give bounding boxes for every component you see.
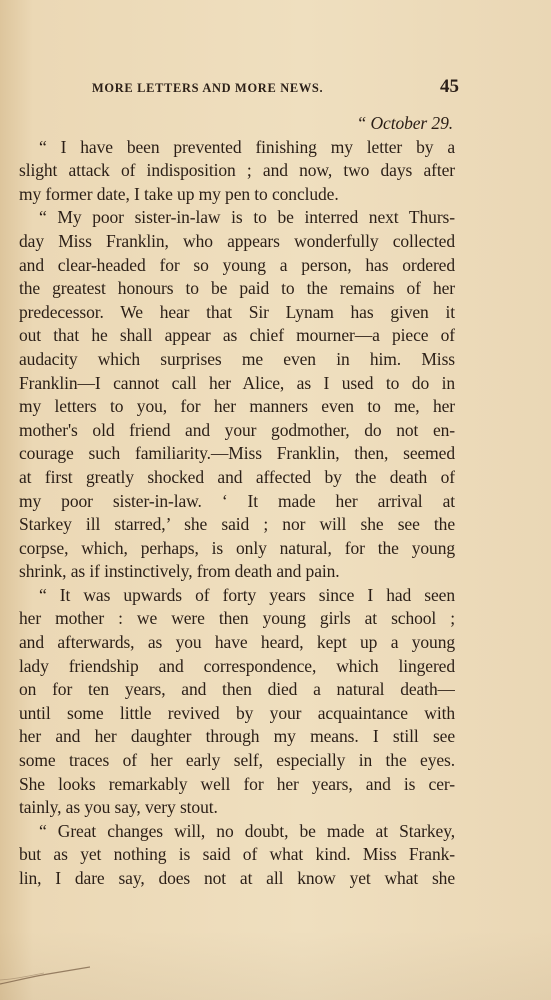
text-line: my former date, I take up my pen to conclude. (19, 183, 339, 204)
text-line: the greatest honours to be paid to the remains of her (19, 278, 455, 299)
text-line: but as yet nothing is said of what kind. Miss Frank- (19, 844, 455, 865)
text-line: shrink, as if instinctively, from death and pain. (19, 561, 340, 582)
text-line: my poor sister-in-law. ‘ It made her arrival at (19, 490, 455, 511)
text-line: courage such familiarity.—Miss Franklin, then, seemed (19, 443, 455, 464)
text-line: “ October 29. (356, 113, 453, 133)
text-line: Franklin—I cannot call her Alice, as I used to do in (19, 372, 455, 393)
text-line: “ My poor sister-in-law is to be interred next Thurs- (39, 207, 455, 228)
text-line: Starkey ill starred,’ she said ; nor will she see the (19, 514, 455, 535)
text-line: my letters to you, for her manners even to me, her (19, 396, 455, 417)
text-line: lady friendship and correspondence, which lingered (19, 655, 455, 676)
text-line: and clear-headed for so young a person, has ordered (19, 254, 455, 275)
text-line: slight attack of indisposition ; and now, two days after (19, 160, 455, 181)
text-line: and afterwards, as you have heard, kept up a young (19, 632, 455, 653)
text-line: her mother : we were then young girls at school ; (19, 608, 455, 629)
text-line: “ I have been prevented finishing my letter by a (39, 136, 455, 157)
text-line: “ Great changes will, no doubt, be made at Starkey, (39, 820, 455, 841)
text-line: out that he shall appear as chief mourner—a piece of (19, 325, 455, 346)
text-line: mother's old friend and your godmother, do not en- (19, 419, 455, 440)
text-line: audacity which surprises me even in him. Miss (19, 348, 455, 369)
page-number: 45 (440, 76, 459, 97)
page-corner-mark (0, 966, 90, 986)
page-text (19, 112, 455, 891)
text-line: corpse, which, perhaps, is only natural, for the young (19, 537, 455, 558)
text-line: day Miss Franklin, who appears wonderfully collected (19, 230, 455, 251)
text-line: on for ten years, and then died a natural death— (19, 679, 455, 700)
text-line: tainly, as you say, very stout. (19, 797, 218, 818)
text-line: lin, I dare say, does not at all know yet what she (19, 868, 455, 888)
text-line: at first greatly shocked and affected by the death of (19, 466, 455, 487)
text-line: She looks remarkably well for her years, and is cer- (19, 773, 455, 794)
text-line: her and her daughter through my means. I still see (19, 726, 455, 747)
running-header: MORE LETTERS AND MORE NEWS. (92, 81, 324, 95)
text-line: “ It was upwards of forty years since I had seen (39, 584, 455, 605)
text-line: some traces of her early self, especially in the eyes. (19, 750, 455, 771)
text-line: predecessor. We hear that Sir Lynam has given it (19, 301, 455, 322)
text-line: until some little revived by your acquaintance with (19, 702, 455, 723)
